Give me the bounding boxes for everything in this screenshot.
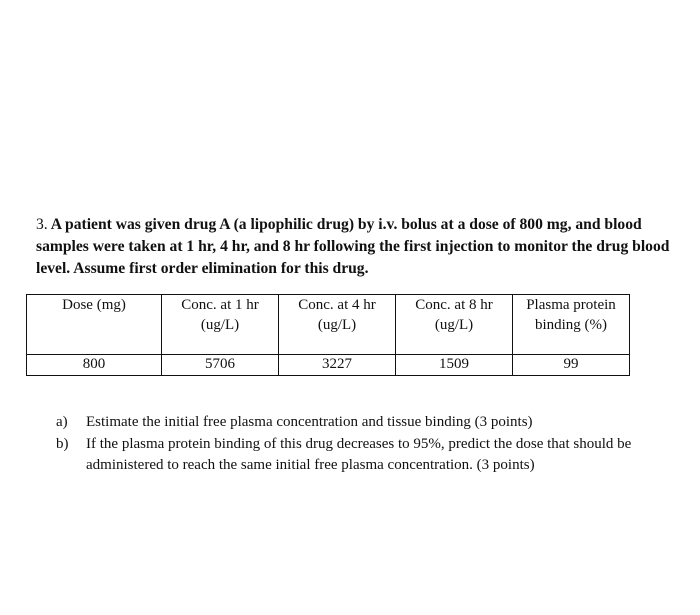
table-row — [27, 355, 630, 376]
task-label: a) — [56, 414, 68, 430]
header-dose: Dose (mg) — [27, 295, 162, 355]
task-label: b) — [56, 435, 69, 452]
cell-protein-binding: 99 — [513, 355, 630, 376]
question-paragraph — [36, 214, 681, 280]
cell-conc-8hr: 1509 — [396, 355, 513, 376]
task-item-a — [56, 412, 676, 434]
header-conc-4hr: Conc. at 4 hr (ug/L) — [279, 295, 396, 355]
header-protein-binding: Plasma protein binding (%) — [513, 295, 630, 355]
task-text: If the plasma protein binding of this drug decreases to 95%, predict the dose that should be administered to reach the same initial free plasma concentration. (3 points) — [86, 435, 632, 473]
cell-dose: 800 — [27, 355, 162, 376]
cell-conc-4hr: 3227 — [279, 355, 396, 376]
task-list — [56, 412, 676, 477]
task-text: Estimate the initial free plasma concentration and tissue binding (3 points) — [86, 414, 533, 430]
table-header-row — [27, 295, 630, 355]
data-table — [26, 294, 630, 376]
header-conc-8hr: Conc. at 8 hr (ug/L) — [396, 295, 513, 355]
cell-conc-1hr: 5706 — [162, 355, 279, 376]
header-conc-1hr: Conc. at 1 hr (ug/L) — [162, 295, 279, 355]
task-item-b — [56, 434, 676, 477]
question-text: A patient was given drug A (a lipophilic drug) by i.v. bolus at a dose of 800 mg, and blood samples were taken at 1 hr, 4 hr, and 8 hr following the first injection to monitor the drug blood level. Assume first order elimination for this drug. — [36, 216, 670, 277]
question-number: 3. — [36, 216, 48, 233]
